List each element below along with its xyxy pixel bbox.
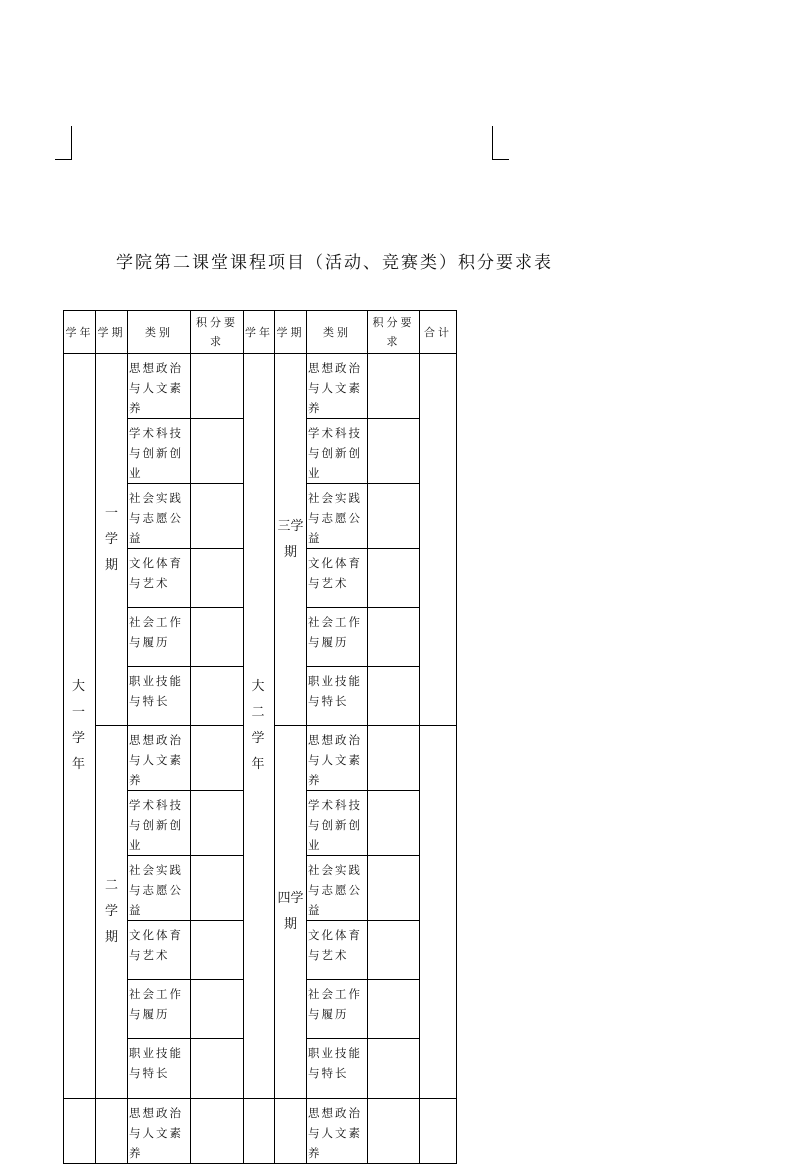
credit-input-cell[interactable] — [368, 726, 420, 791]
category-cell: 职业技能与特长 — [128, 667, 191, 726]
crop-mark-right-vertical — [492, 126, 493, 160]
header-cell: 学期 — [275, 311, 307, 354]
category-cell: 文化体育与艺术 — [128, 549, 191, 608]
credit-input-cell[interactable] — [191, 856, 244, 921]
category-cell: 思想政治与人文素养 — [307, 354, 368, 419]
table-row — [64, 354, 457, 419]
term-cell — [275, 1099, 307, 1164]
credit-input-cell[interactable] — [368, 419, 420, 484]
credit-input-cell[interactable] — [191, 419, 244, 484]
crop-mark-right-horizontal — [492, 159, 509, 160]
category-cell: 学术科技与创新创业 — [128, 419, 191, 484]
header-cell: 学年 — [64, 311, 96, 354]
category-cell: 思想政治与人文素养 — [128, 354, 191, 419]
credit-input-cell[interactable] — [368, 549, 420, 608]
credit-input-cell[interactable] — [368, 354, 420, 419]
category-cell: 社会实践与志愿公益 — [307, 856, 368, 921]
credit-input-cell[interactable] — [368, 1039, 420, 1099]
category-cell: 文化体育与艺术 — [307, 921, 368, 980]
credit-input-cell[interactable] — [191, 1099, 244, 1164]
year-cell — [64, 354, 96, 1099]
header-cell: 积分要求 — [191, 311, 244, 354]
category-cell: 思想政治与人文素养 — [307, 1099, 368, 1164]
term-label: 二学期 — [104, 878, 118, 945]
page-title — [108, 246, 553, 274]
credit-input-cell[interactable] — [368, 980, 420, 1039]
category-cell: 学术科技与创新创业 — [307, 419, 368, 484]
category-cell: 学术科技与创新创业 — [307, 791, 368, 856]
header-cell: 合计 — [420, 311, 457, 354]
category-cell: 文化体育与艺术 — [307, 549, 368, 608]
category-cell: 社会工作与履历 — [307, 980, 368, 1039]
credit-input-cell[interactable] — [191, 921, 244, 980]
crop-mark-left-horizontal — [55, 159, 72, 160]
category-cell: 职业技能与特长 — [128, 1039, 191, 1099]
credit-input-cell[interactable] — [191, 667, 244, 726]
credit-input-cell[interactable] — [191, 791, 244, 856]
term-cell — [96, 1099, 128, 1164]
term-cell — [275, 726, 307, 1099]
header-cell: 积分要求 — [368, 311, 420, 354]
category-cell: 职业技能与特长 — [307, 1039, 368, 1099]
term-cell — [96, 354, 128, 726]
credit-input-cell[interactable] — [368, 921, 420, 980]
total-cell[interactable] — [420, 1099, 457, 1164]
credit-input-cell[interactable] — [368, 791, 420, 856]
category-cell: 社会工作与履历 — [128, 980, 191, 1039]
term-cell — [96, 726, 128, 1099]
credit-input-cell[interactable] — [368, 856, 420, 921]
year-label: 大一学年 — [71, 679, 87, 772]
term-label: 三学期 — [277, 518, 304, 560]
credit-input-cell[interactable] — [191, 354, 244, 419]
header-cell: 类别 — [128, 311, 191, 354]
credit-input-cell[interactable] — [368, 484, 420, 549]
credit-input-cell[interactable] — [191, 484, 244, 549]
total-cell[interactable] — [420, 354, 457, 726]
term-cell — [275, 354, 307, 726]
crop-mark-left-vertical — [71, 126, 72, 160]
year-cell — [64, 1099, 96, 1164]
credit-input-cell[interactable] — [191, 726, 244, 791]
category-cell: 社会实践与志愿公益 — [307, 484, 368, 549]
term-label: 四学期 — [277, 891, 304, 932]
category-cell: 思想政治与人文素养 — [307, 726, 368, 791]
total-cell[interactable] — [420, 726, 457, 1099]
header-row — [64, 311, 457, 354]
credit-input-cell[interactable] — [191, 1039, 244, 1099]
table-row — [64, 1099, 457, 1164]
category-cell: 社会工作与履历 — [128, 608, 191, 667]
credit-input-cell[interactable] — [191, 980, 244, 1039]
category-cell: 社会工作与履历 — [307, 608, 368, 667]
title-text: 学院第二课堂课程项目（活动、竞赛类）积分要求表 — [116, 252, 553, 273]
credit-input-cell[interactable] — [368, 1099, 420, 1164]
category-cell: 学术科技与创新创业 — [128, 791, 191, 856]
header-cell: 类别 — [307, 311, 368, 354]
term-label: 一学期 — [104, 505, 118, 573]
header-cell: 学期 — [96, 311, 128, 354]
year-label: 大二学年 — [251, 679, 267, 772]
year-cell — [244, 354, 275, 1099]
category-cell: 思想政治与人文素养 — [128, 726, 191, 791]
credit-input-cell[interactable] — [368, 608, 420, 667]
header-cell: 学年 — [244, 311, 275, 354]
category-cell: 思想政治与人文素养 — [128, 1099, 191, 1164]
credit-input-cell[interactable] — [191, 549, 244, 608]
category-cell: 文化体育与艺术 — [128, 921, 191, 980]
category-cell: 职业技能与特长 — [307, 667, 368, 726]
credit-input-cell[interactable] — [191, 608, 244, 667]
year-cell — [244, 1099, 275, 1164]
category-cell: 社会实践与志愿公益 — [128, 856, 191, 921]
credit-requirements-table — [63, 310, 457, 1164]
category-cell: 社会实践与志愿公益 — [128, 484, 191, 549]
credit-input-cell[interactable] — [368, 667, 420, 726]
